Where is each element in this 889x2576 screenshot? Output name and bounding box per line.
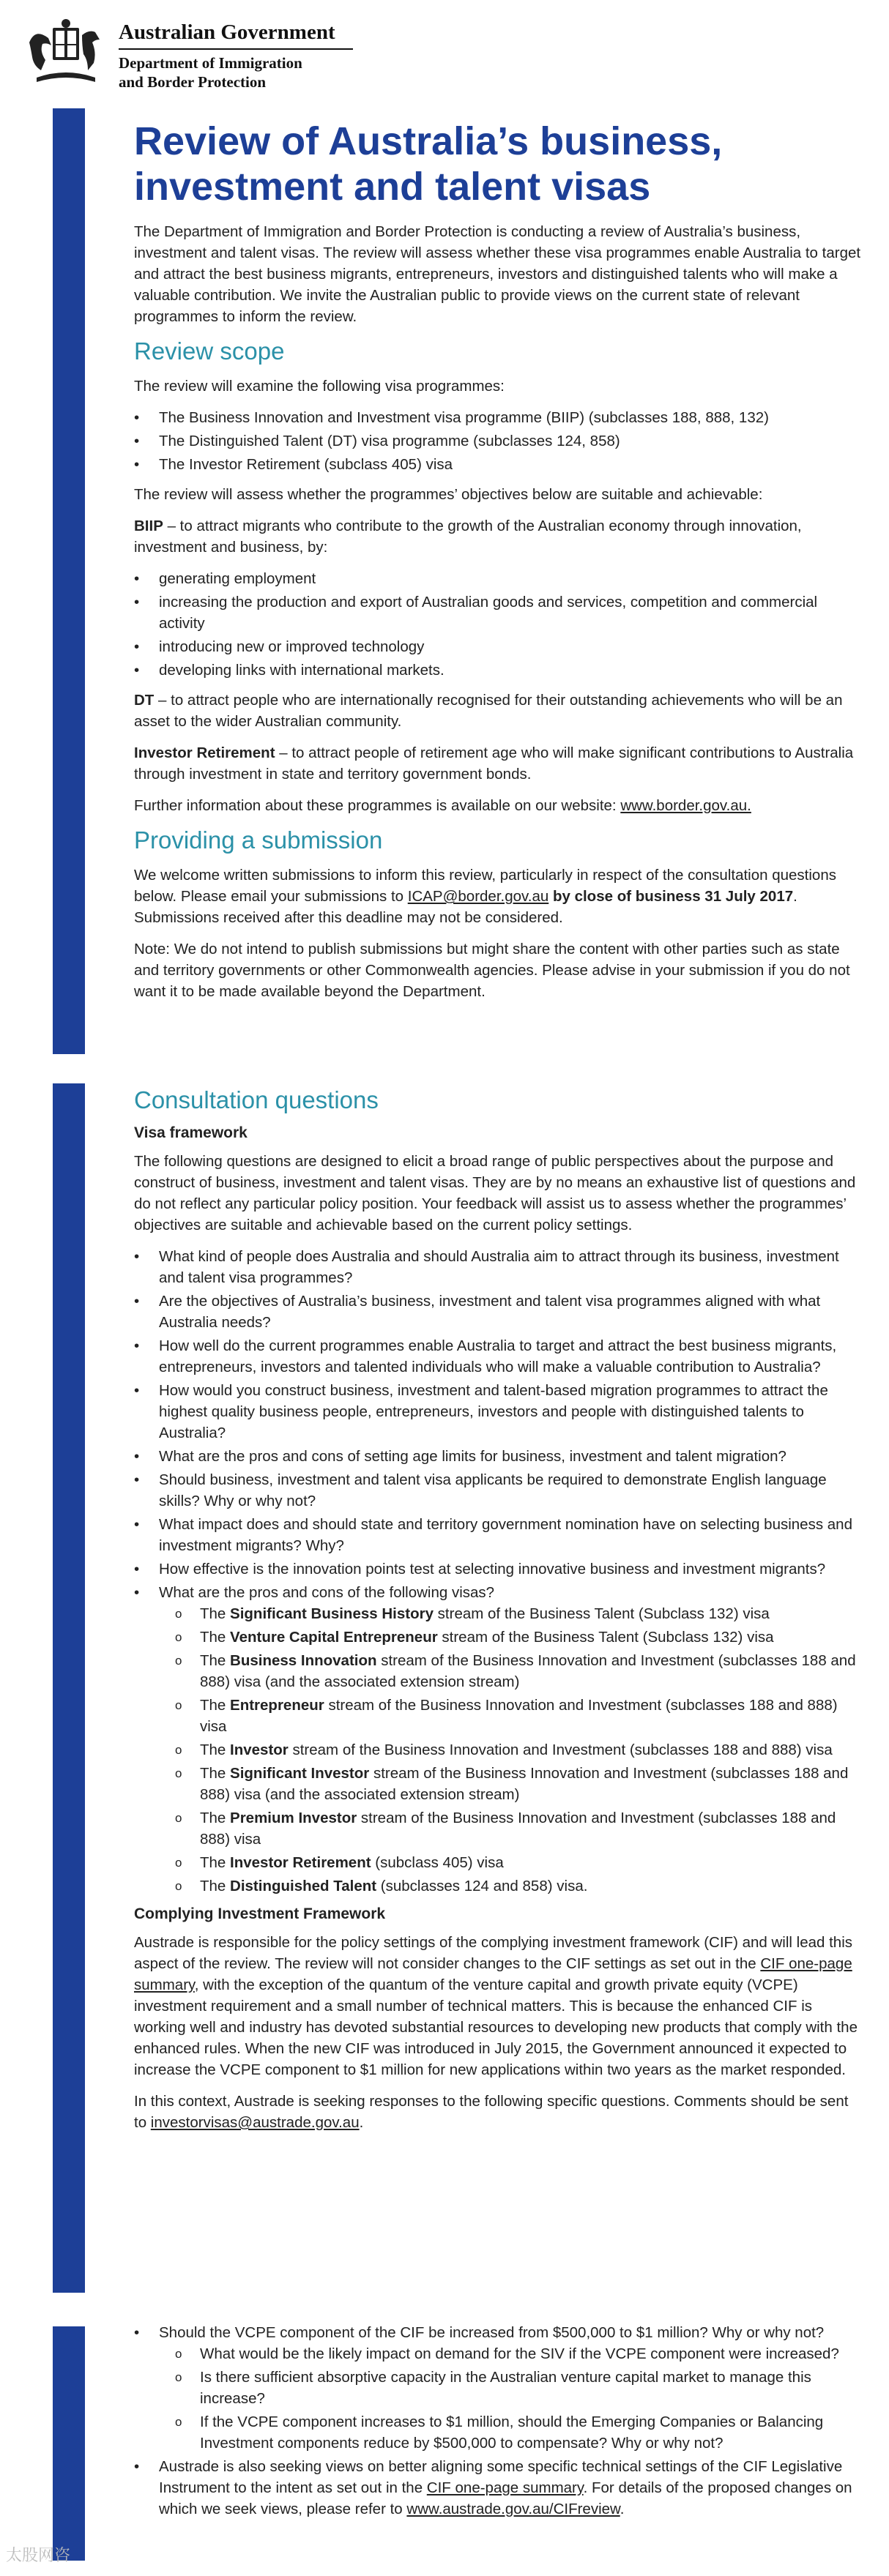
- list-item: • The Investor Retirement (subclass 405) visa: [134, 454, 863, 475]
- list-item: • What kind of people does Australia and should Australia aim to attract through its business, investment and talent visa programmes?: [134, 1246, 863, 1288]
- austrade-email-link[interactable]: investorvisas@austrade.gov.au: [150, 2114, 360, 2131]
- stream-prefix: The: [200, 1652, 231, 1669]
- list-item: o What would be the likely impact on demand for the SIV if the VCPE component were increased?: [175, 2343, 863, 2364]
- side-accent-bar: [53, 2326, 85, 2561]
- review-scope-heading: Review scope: [134, 337, 285, 365]
- stream-prefix: The: [200, 1697, 231, 1714]
- stream-prefix: The: [200, 1878, 231, 1894]
- stream-suffix: stream of the Business Innovation and Investment (subclasses 188 and 888) visa: [200, 1810, 836, 1848]
- cif-heading: Complying Investment Framework: [134, 1905, 386, 1922]
- investor-retirement-text: – to attract people of retirement age who will make significant contributions to Australia through investment in state and territory government bonds.: [134, 744, 854, 783]
- stream-prefix: The: [200, 1854, 231, 1871]
- list-item: [175, 1763, 863, 1805]
- investor-retirement-label: Investor Retirement: [134, 744, 275, 761]
- cif-questions-section: [134, 2322, 863, 2528]
- list-item-text: .: [620, 2501, 625, 2517]
- stream-name: Distinguished Talent: [230, 1878, 377, 1894]
- side-accent-bar: [53, 108, 85, 1054]
- consultation-intro: The following questions are designed to elicit a broad range of public perspectives about the purpose and construct of business, investment and talent visas. They are by no means an exhaustive list of questions and do not reflect any particular policy position. Your feedback will assist us to assess whether the programmes’ objectives are suitable and achievable based on the current policy settings.: [134, 1153, 856, 1233]
- list-item: [175, 1603, 863, 1624]
- biip-text: – to attract migrants who contribute to the growth of the Australian economy through innovation, investment and business, by:: [134, 518, 802, 556]
- list-item-text: What are the pros and cons of the following visas?: [159, 1584, 495, 1601]
- stream-name: Investor: [230, 1741, 289, 1758]
- list-item: • How effective is the innovation points test at selecting innovative business and investment migrants?: [134, 1558, 863, 1580]
- coat-of-arms-icon: [22, 13, 110, 86]
- stream-suffix: stream of the Business Talent (Subclass 132) visa: [437, 1629, 774, 1646]
- list-item: [175, 1739, 863, 1761]
- cif-context-text: In this context, Austrade is seeking responses to the following specific questions. Comments should be sent to: [134, 2093, 849, 2131]
- list-item: • introducing new or improved technology: [134, 636, 863, 657]
- stream-suffix: (subclass 405) visa: [371, 1854, 504, 1871]
- list-item: [175, 1807, 863, 1850]
- stream-name: Venture Capital Entrepreneur: [230, 1629, 438, 1646]
- programme-list: [134, 407, 863, 475]
- submission-text: We welcome written submissions to inform this review, particularly in respect of the consultation questions below. Please email your submissions to: [134, 867, 836, 905]
- cif-text-cont: , with the exception of the quantum of the venture capital and growth private equity (VCPE) investment requirement and a small number of technical matters. This is because the enhanced CIF is working well and industry has devoted substantial resources to developing new products that comply with the enhanced rules. When the new CIF was introduced in July 2015, the Government announced it expected to increase the VCPE component to $1 million for new applications within two years as the market responded.: [134, 1976, 858, 2078]
- list-item: [134, 2456, 863, 2520]
- visa-framework-heading: Visa framework: [134, 1124, 248, 1141]
- cif-paragraph: [134, 1932, 863, 2080]
- cif-question-list: [134, 2322, 863, 2520]
- review-overview-section: [134, 119, 863, 1012]
- stream-suffix: stream of the Business Innovation and Investment (subclasses 188 and 888) visa (and the associated extension stream): [200, 1652, 856, 1690]
- stream-name: Entrepreneur: [230, 1697, 324, 1714]
- side-accent-bar: [53, 1083, 85, 2293]
- cif-context-paragraph: [134, 2091, 863, 2133]
- stream-suffix: stream of the Business Talent (Subclass 132) visa: [433, 1605, 770, 1622]
- department-name-line1: Department of Immigration: [119, 54, 302, 72]
- stream-name: Investor Retirement: [230, 1854, 371, 1871]
- submission-heading: Providing a submission: [134, 826, 383, 854]
- stream-suffix: stream of the Business Innovation and Investment (subclasses 188 and 888) visa: [200, 1697, 838, 1735]
- austrade-cif-review-link[interactable]: www.austrade.gov.au/CIFreview: [406, 2501, 620, 2517]
- dt-objective: [134, 690, 863, 732]
- list-item: [175, 1875, 863, 1897]
- cif-text: Austrade is responsible for the policy settings of the complying investment framework (CIF) and will lead this aspect of the review. The review will not consider changes to the CIF settings as set out in the: [134, 1934, 853, 1972]
- list-item-text: Should the VCPE component of the CIF be increased from $500,000 to $1 million? Why or why not?: [159, 2324, 825, 2341]
- assess-paragraph: The review will assess whether the programmes’ objectives below are suitable and achievable:: [134, 486, 763, 503]
- stream-name: Business Innovation: [230, 1652, 377, 1669]
- stream-suffix: stream of the Business Innovation and Investment (subclasses 188 and 888) visa: [288, 1741, 833, 1758]
- page-title: Review of Australia’s business, investment and talent visas: [134, 119, 723, 209]
- list-item: • How would you construct business, investment and talent-based migration programmes to attract the highest quality business people, entrepreneurs, investors and people with distinguished talents to Australia?: [134, 1380, 863, 1444]
- cif-summary-link[interactable]: CIF one-page summary: [426, 2479, 584, 2496]
- list-item: [134, 1582, 863, 1897]
- biip-label: BIIP: [134, 518, 163, 534]
- list-item: o If the VCPE component increases to $1 million, should the Emerging Companies or Balancing Investment components reduce by $500,000 to compensate? Why or why not?: [175, 2411, 863, 2454]
- stream-name: Premium Investor: [230, 1810, 357, 1826]
- list-item: [175, 1650, 863, 1692]
- list-item: • The Business Innovation and Investment visa programme (BIIP) (subclasses 188, 888, 132): [134, 407, 863, 428]
- consultation-question-list: [134, 1246, 863, 1897]
- submission-note: Note: We do not intend to publish submissions but might share the content with other parties such as state and territory governments or other Commonwealth agencies. Please advise in your submission if you do not want it to be made available beyond the Department.: [134, 941, 850, 1000]
- border-website-link[interactable]: www.border.gov.au.: [620, 797, 751, 814]
- dt-label: DT: [134, 692, 155, 709]
- consultation-heading: Consultation questions: [134, 1086, 379, 1113]
- department-name-line2: and Border Protection: [119, 73, 267, 91]
- header-divider: [119, 48, 353, 50]
- list-item-text: . For details of the proposed changes on which we seek views, please refer to: [159, 2479, 852, 2517]
- submission-paragraph: [134, 865, 863, 928]
- cif-context-end: .: [359, 2114, 364, 2131]
- investor-retirement-objective: [134, 742, 863, 785]
- dt-text: – to attract people who are internationally recognised for their outstanding achievements who will be an asset to the wider Australian community.: [134, 692, 843, 730]
- list-item: o Is there sufficient absorptive capacity in the Australian venture capital market to manage this increase?: [175, 2367, 863, 2409]
- submission-email-link[interactable]: ICAP@border.gov.au: [407, 888, 549, 905]
- stream-suffix: stream of the Business Innovation and Investment (subclasses 188 and 888) visa (and the associated extension stream): [200, 1765, 849, 1803]
- list-item: [134, 2322, 863, 2454]
- consultation-section: [134, 1079, 863, 2143]
- list-item-text: Austrade is also seeking views on better aligning some specific technical settings of the CIF Legislative Instrument to the intent as set out in the: [159, 2458, 843, 2496]
- stream-prefix: The: [200, 1810, 231, 1826]
- cif-subquestion-list: [175, 2343, 863, 2454]
- stream-prefix: The: [200, 1765, 231, 1782]
- list-item: • The Distinguished Talent (DT) visa programme (subclasses 124, 858): [134, 430, 863, 452]
- review-scope-lead: The review will examine the following visa programmes:: [134, 378, 505, 395]
- list-item: • What impact does and should state and territory government nomination have on selecting business and investment migrants? Why?: [134, 1514, 863, 1556]
- list-item: • How well do the current programmes enable Australia to target and attract the best business migrants, entrepreneurs, investors and talented individuals who will make a valuable contribution to Australia?: [134, 1335, 863, 1378]
- cif-summary-link[interactable]: CIF one-page summary: [134, 1955, 852, 1993]
- list-item: • Are the objectives of Australia’s business, investment and talent visa programmes aligned with what Australia needs?: [134, 1291, 863, 1333]
- list-item: • developing links with international markets.: [134, 660, 863, 681]
- list-item: [175, 1695, 863, 1737]
- government-name: Australian Government: [119, 20, 335, 44]
- list-item: • Should business, investment and talent visa applicants be required to demonstrate English language skills? Why or why not?: [134, 1469, 863, 1512]
- list-item: • What are the pros and cons of setting age limits for business, investment and talent migration?: [134, 1446, 863, 1467]
- stream-prefix: The: [200, 1629, 231, 1646]
- visa-stream-list: [175, 1603, 863, 1897]
- stream-suffix: (subclasses 124 and 858) visa.: [376, 1878, 588, 1894]
- further-info-text: Further information about these programmes is available on our website:: [134, 797, 621, 814]
- list-item: • increasing the production and export of Australian goods and services, competition and commercial activity: [134, 591, 863, 634]
- stream-name: Significant Investor: [230, 1765, 370, 1782]
- stream-prefix: The: [200, 1605, 231, 1622]
- government-logo: [22, 13, 388, 94]
- list-item: [175, 1627, 863, 1648]
- list-item: [175, 1852, 863, 1873]
- intro-paragraph: The Department of Immigration and Border Protection is conducting a review of Australia’s business, investment and talent visas. The review will assess whether these visa programmes enable Australia to target and attract the best business migrants, entrepreneurs, investors and distinguished talents who will make a valuable contribution. We invite the Australian public to provide views on the current state of relevant programmes to inform the review.: [134, 223, 861, 325]
- stream-prefix: The: [200, 1741, 231, 1758]
- submission-deadline: by close of business 31 July 2017: [548, 888, 794, 905]
- watermark-text: 太股网咨: [6, 2546, 71, 2564]
- list-item: • generating employment: [134, 568, 863, 589]
- biip-objective-list: [134, 568, 863, 681]
- stream-name: Significant Business History: [230, 1605, 434, 1622]
- biip-objective: [134, 515, 863, 558]
- further-info-paragraph: [134, 795, 863, 816]
- submission-text-end: . Submissions received after this deadline may not be considered.: [134, 888, 797, 926]
